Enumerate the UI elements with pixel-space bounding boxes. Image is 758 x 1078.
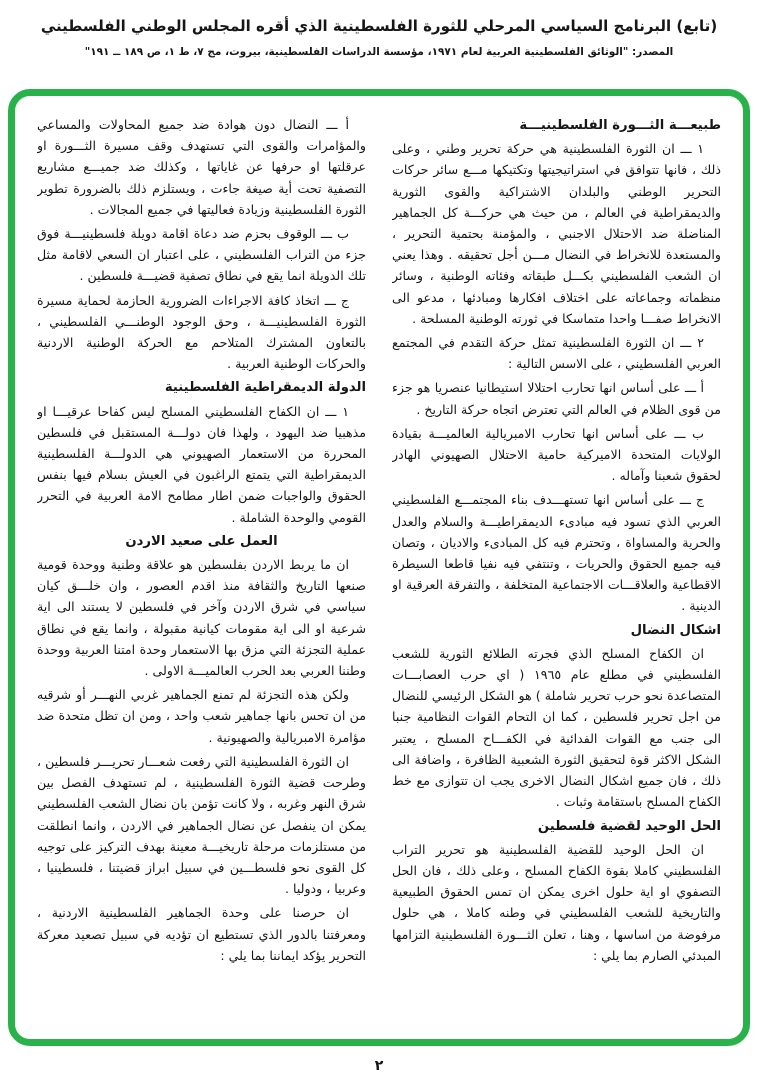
- column-right: [392, 114, 721, 1029]
- paragraph: ان ما يربط الاردن بفلسطين هو علاقة وطنية ووحدة قومية صنعها التاريخ والثقافة منذ اقدم العصور ، وان خلـــق كيان سياسي في شرق الاردن وآخر في فلسطين لا يستند الى اية شرعية او الى اية مقومات كيانية مقبولة ، وانما يقع في نطاق عملية التجزئة التي مزق بها الاستعمار وحدة امتنا العربية ووحدة وطننا العربي بعد الحرب العالميـــة الاولى .: [37, 557, 366, 679]
- paragraph: ٢ ـــ ان الثورة الفلسطينية تمثل حركة التقدم في المجتمع العربي الفلسطيني ، على الاسس التالية :: [392, 335, 721, 372]
- document-title: (تابع) البرنامج السياسي المرحلي للثورة الفلسطينية الذي أقره المجلس الوطني الفلسطيني: [40, 17, 718, 35]
- paragraph: ١ ـــ ان الثورة الفلسطينية هي حركة تحرير وطني ، وعلى ذلك ، فانها تتوافق في استراتيجيتها وتكتيكها مـــع سائر حركات التحرير الوطني والبلدان الاشتراكية والقوى الثورية والديمقراطية في العالم ، من حيث هي حركـــة كل الجماهير المناضلة ضد الاحتلال الاجنبي ، والمؤمنة بحتمية التحرير ، والمستعدة للانخراط في النضال مـــن أجل تحقيقه . وهذا يعني ان الشعب الفلسطيني بكـــل طبقاته وفئاته الوطنية ، وسائر منظماته وجماعاته على اختلاف افكارها ومبادئها ، مدعو الى الانخراط صفـــا واحدا متماسكا في ثورته الوطنية المسلحة .: [392, 141, 721, 326]
- paragraph: ١ ـــ ان الكفاح الفلسطيني المسلح ليس كفاحا عرقيـــا او مذهبيا ضد اليهود ، ولهذا فان دولـــة المستقبل في فلسطين المحررة من الاستعمار الصهيوني هي الدولـــة الفلسطينية الديمقراطية التي يتمتع الراغبون في العيش بسلام فيها بنفس الحقوق والواجبات ضمن اطار مطامح الامة العربية في التحرر القومي والوحدة الشاملة .: [37, 403, 366, 525]
- section-heading-only-solution: الحل الوحيد لقضية فلسطين: [537, 818, 721, 834]
- paragraph: ان الثورة الفلسطينية التي رفعت شعـــار تحريـــر فلسطين ، وطرحت قضية الثورة الفلسطينية ، لم تستهدف الفصل بين شرق النهر وغربه ، ولا كانت تؤمن بان نضال الشعب الفلسطيني يمكن ان ينفصل عن نضال الجماهير في الاردن ، وانما انطلقت من مستلزمات مرحلة تاريخيـــة معينة بهدف التركيز على توجيه كل القوى نحو فلسطـــين في سبيل ابراز قضيتنا ، فلسطينيا ، وعربيا ، ودوليا .: [37, 753, 366, 897]
- paragraph: ج ـــ على أساس انها تستهـــدف بناء المجتمـــع الفلسطيني العربي الذي تسود فيه مبادىء الديمقراطيـــة والسلام والعدل والحرية والمساواة ، وتحترم فيه كل المبادىء والاديان ، وتصان فيه جميع الحقوق والحريات ، وتنتفي فيه نفيا قاطعا السيطرة الاقطاعية والعلاقـــات الاجتماعية المتخلفة ، والتفرقة العرقية او الدينية .: [392, 492, 721, 614]
- paragraph: أ ـــ النضال دون هوادة ضد جميع المحاولات والمساعي والمؤامرات والقوى التي تستهدف وقف مسيرة الثـــورة او عرقلتها او حرفها عن غاياتها ، وكذلك ضد جميـــع مشاريع التصفية تحت أية صيغة جاءت ، ويستلزم ذلك بالضرورة تطوير الثورة الفلسطينية وزيادة فعاليتها في جميع المجالات .: [37, 117, 366, 217]
- section-heading-work-in-jordan: العمل على صعيد الاردن: [125, 533, 278, 549]
- section-heading-forms-of-struggle: اشكال النضال: [630, 622, 721, 638]
- paragraph: ولكن هذه التجزئة لم تمنع الجماهير غربي النهـــر أو شرقيه من ان تحس بانها جماهير شعب واحد ، ومن ان تظل متحدة ضد مؤامرة الامبريالية والصهيونية .: [37, 687, 366, 745]
- column-left: [37, 114, 366, 1029]
- paragraph: ان الكفاح المسلح الذي فجرته الطلائع الثورية للشعب الفلسطيني في مطلع عام ١٩٦٥ ( اي حرب العصابـــات المتصاعدة نحو حرب تحرير شاملة ) هو الشكل الرئيسي للنضال من اجل تحرير فلسطين ، كما ان التحام القوات النظامية جنبا الى جنب مع القوات الفدائية في الكفـــاح المسلح ، يعتبر الشكل الاكثر قوة لتحقيق الثورة الشعبية الظافرة ، واضافة الى ذلك ، فان جميع اشكال النضال الاخرى يجب ان تتوازى مع خط الكفاح المسلح باستقامة وثبات .: [392, 645, 721, 810]
- content-frame: [8, 89, 750, 1046]
- paragraph: ان حرصنا على وحدة الجماهير الفلسطينية الاردنية ، ومعرفتنا بالدور الذي تستطيع ان تؤديه في سبيل تصعيد معركة التحرير يؤكد ايماننا بما يلي :: [37, 905, 366, 963]
- source-line: المصدر: "الوثائق الفلسطينية العربية لعام ١٩٧١، مؤسسة الدراسات الفلسطينية، بيروت، مج ٧، ط ١، ص ١٨٩ ــ ١٩١": [84, 46, 674, 58]
- paragraph: ب ـــ على أساس انها تحارب الامبريالية العالميـــة بقيادة الولايات المتحدة الاميركية حامية الاحتلال الصهيوني الهادر لحقوق شعبنا وآماله .: [392, 425, 721, 484]
- two-column-layout: [37, 114, 721, 1029]
- section-heading-nature-of-revolution: طبيعـــة الثـــورة الفلسطينيـــة: [519, 118, 721, 133]
- paragraph: ج ـــ اتخاذ كافة الاجراءات الضرورية الحازمة لحماية مسيرة الثورة الفلسطينيـــة ، وحق الوجود الوطنـــي الفلسطيني ، بالتعاون المشترك المتلاحم مع الحركة الوطنية الاردنية والحركات الوطنية العربية .: [37, 292, 366, 372]
- paragraph: ان الحل الوحيد للقضية الفلسطينية هو تحرير التراب الفلسطيني كاملا بقوة الكفاح المسلح ، وعلى ذلك ، فان الحل التصفوي او اية حلول اخرى يمكن ان تمس الحقوق الطبيعية والتاريخية للشعب الفلسطيني في وطنه كاملا ، هي حلول مرفوضة من اساسها ، وهنا ، تعلن الثـــورة الفلسطينية التزامها المبدئي الصارم بما يلي :: [392, 841, 721, 963]
- page-number: ٢: [374, 1058, 384, 1074]
- document-header: [0, 0, 758, 60]
- paragraph: ب ـــ الوقوف بحزم ضد دعاة اقامة دويلة فلسطينيـــة فوق جزء من التراب الفلسطيني ، على اعتبار ان السعي لاقامة مثل تلك الدويلة انما يقع في نطاق تصفية قضيـــة فلسطين .: [37, 226, 366, 284]
- paragraph: أ ـــ على أساس انها تحارب احتلالا استيطانيا عنصريا هو جزء من قوى الظلام في العالم التي تعترض اتجاه حركة التاريخ .: [392, 380, 721, 417]
- section-heading-democratic-state: الدولة الديمقراطية الفلسطينية: [164, 380, 366, 396]
